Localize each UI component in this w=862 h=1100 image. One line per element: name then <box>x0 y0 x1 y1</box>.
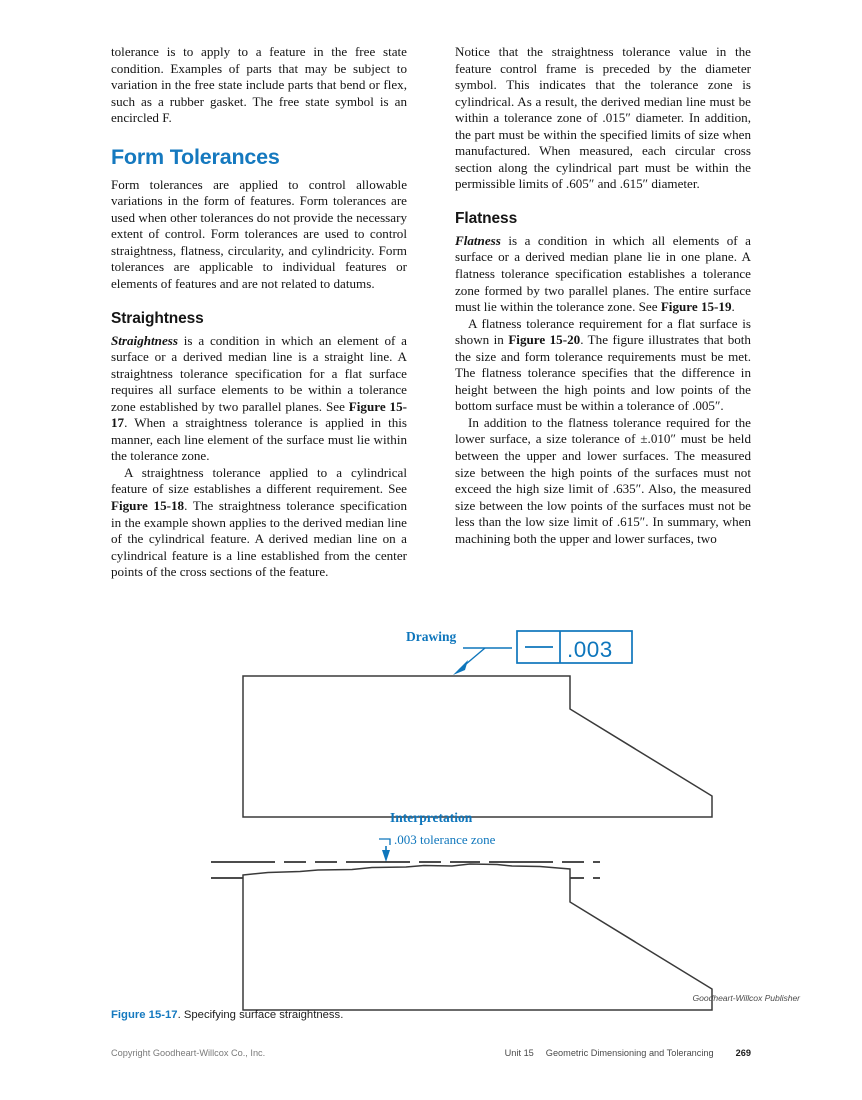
text-run: is a condition in which all elements of a surface or a derived median plane lie in one plane. A flatness tolerance specification establishes a tolerance zone formed by two parallel planes. The entire surface must lie within the tolerance zone. See <box>455 232 751 315</box>
right-column <box>455 44 751 581</box>
figure-caption <box>111 1009 343 1021</box>
page-footer <box>111 1048 751 1062</box>
paragraph-flatness-3: In addition to the flatness tolerance required for the lower surface, a size tolerance of ±.010″ must be held between the upper and lower surfaces. The measured size between the high points of the surfaces must not exceed the high size limit of .635″. Also, the measured size between the low points of the surfaces must not be less than the low size limit of .615″. In summary, when machining both the upper and lower surfaces, two <box>455 414 751 546</box>
text-run: . <box>731 299 735 315</box>
footer-copyright: Copyright Goodheart-Willcox Co., Inc. <box>111 1048 266 1058</box>
text-run: A flatness tolerance requirement for a flat surface is shown in <box>455 315 751 348</box>
term-straightness: Straightness <box>111 332 178 348</box>
text-run: . When a straightness tolerance is applied in this manner, each line element of the surface must lie within the tolerance zone. <box>111 415 407 464</box>
heading-flatness: Flatness <box>455 209 518 227</box>
figure-reference: Figure 15-19 <box>660 299 732 315</box>
figure-15-17 <box>0 612 862 1012</box>
footer-unit: Unit 15 <box>504 1048 534 1058</box>
fcf-tolerance-value: .003 <box>567 637 613 662</box>
interpretation-part-outline <box>243 864 712 1010</box>
figure-reference: Figure 15-17 <box>111 398 407 431</box>
paragraph-form-tolerances: Form tolerances are applied to control allowable variations in the form of features. Form tolerances are used when other tolerances do not provide the necessary extent of control. Form tolerances are used to control straightness, flatness, circularity, and cylindricity. Form tolerances are applicable to individual features or elements of features and are not related to datums. <box>111 176 407 292</box>
footer-page-number: 269 <box>735 1048 751 1058</box>
leader-line-drawing <box>453 648 512 675</box>
tolerance-zone-label: .003 tolerance zone <box>394 832 496 847</box>
figure-caption-number: Figure 15-17 <box>111 1009 178 1021</box>
left-column <box>111 44 407 581</box>
footer-subject: Geometric Dimensioning and Tolerancing <box>545 1048 714 1058</box>
term-flatness: Flatness <box>455 232 501 248</box>
text-run: . The straightness tolerance specification in the example shown applies to the derived median line of the cylindrical feature. A derived median line on a cylindrical feature is a line established from the center points of the cross sections of the feature. <box>111 498 407 580</box>
page-title-form-tolerances: Form Tolerances <box>111 144 280 169</box>
label-drawing: Drawing <box>406 629 457 644</box>
paragraph-straightness-1 <box>111 333 407 465</box>
feature-control-frame <box>517 631 632 663</box>
figure-reference: Figure 15-18 <box>111 498 185 514</box>
heading-straightness: Straightness <box>111 309 204 327</box>
text-run: . The figure illustrates that both the size and form tolerance requirements must be met. The flatness tolerance specifies that the difference in height between the high points and low points of the bottom surface must be within a tolerance of .005″. <box>455 332 751 414</box>
footer-running-head <box>505 1048 751 1058</box>
label-interpretation: Interpretation <box>390 810 473 825</box>
paragraph-flatness-1 <box>455 233 751 316</box>
text-run: A straightness tolerance applied to a cylindrical feature of size establishes a different requirement. See <box>111 464 407 497</box>
paragraph-continuation: tolerance is to apply to a feature in the free state condition. Examples of parts that may be subject to variation in the free state include parts that bend or flex, such as a rubber gasket. The free state symbol is an encircled F. <box>111 44 407 126</box>
arrowhead-down <box>382 850 390 862</box>
leader-arrowhead <box>453 660 468 675</box>
paragraph-intro: Notice that the straightness tolerance value in the feature control frame is preceded by the diameter symbol. This indicates that the tolerance zone is cylindrical. As a result, the derived median line must be within a tolerance zone of .015″ diameter. In addition, the part must be within the specified limits of size when manufactured. When measured, each circular cross section along the cylindrical part must be within the permissible limits of .605″ and .615″ diameter. <box>455 44 751 192</box>
paragraph-flatness-2 <box>455 316 751 415</box>
tolerance-zone-callout <box>379 832 496 847</box>
figure-credit: Goodheart-Willcox Publisher <box>692 993 800 1003</box>
figure-reference: Figure 15-20 <box>508 332 581 348</box>
figure-illustration <box>0 612 862 1012</box>
text-run: is a condition in which an element of a surface or a derived median line is a straight line. A straightness tolerance specification for a flat surface requires all surface elements to be within a tolerance zone established by two parallel planes. See <box>111 332 407 414</box>
paragraph-straightness-2 <box>111 465 407 581</box>
figure-caption-text: . Specifying surface straightness. <box>177 1009 344 1021</box>
text-columns <box>111 44 751 581</box>
drawing-part-outline <box>243 676 712 817</box>
